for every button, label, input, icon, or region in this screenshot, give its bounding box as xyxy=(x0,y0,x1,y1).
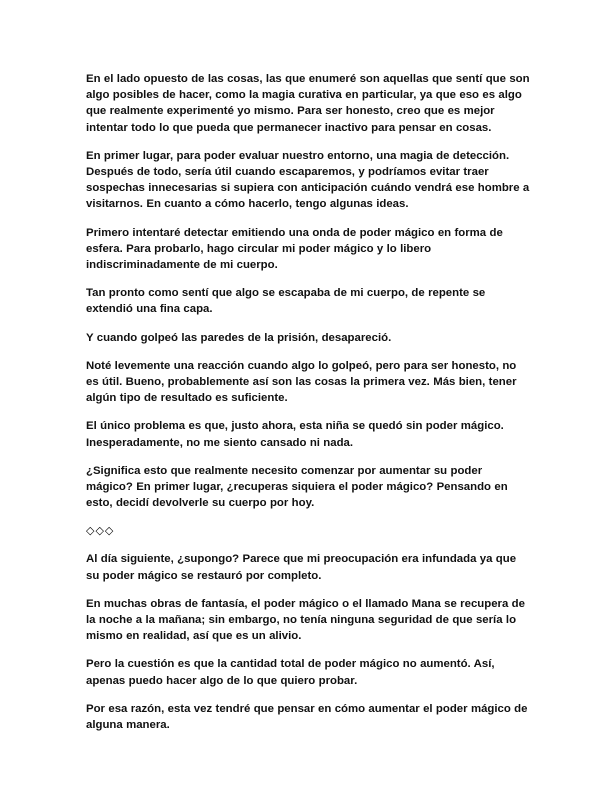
paragraph: Noté levemente una reacción cuando algo lo golpeó, pero para ser honesto, no es útil. Bueno, probablemente así son las cosas la primera vez. Más bien, tener algún tipo de resultado es suficiente. xyxy=(86,359,517,405)
paragraph: Y cuando golpeó las paredes de la prisión, desapareció. xyxy=(86,331,392,344)
paragraph: Al día siguiente, ¿supongo? Parece que mi preocupación era infundada ya que su poder mágico se restauró por completo. xyxy=(86,553,517,582)
paragraph: Por esa razón, esta vez tendré que pensar en cómo aumentar el poder mágico de alguna manera. xyxy=(86,702,528,732)
paragraph: Primero intentaré detectar emitiendo una onda de poder mágico en forma de esfera. Para probarlo, hago circular mi poder mágico y lo libero indiscriminadamente de mi cuerpo. xyxy=(86,226,503,272)
paragraph: En primer lugar, para poder evaluar nuestro entorno, una magia de detección. Después de todo, sería útil cuando escaparemos, y podríamos evitar traer sospechas innecesarias si supiera con anticipación cuándo vendrá ese hombre a visitarnos. En cuanto a cómo hacerlo, tengo algunas ideas. xyxy=(86,149,530,211)
paragraph: En muchas obras de fantasía, el poder mágico o el llamado Mana se recupera de la noche a la mañana; sin embargo, no tenía ninguna seguridad de que sería lo mismo en realidad, así que es un alivio. xyxy=(86,597,525,643)
paragraph: Tan pronto como sentí que algo se escapaba de mi cuerpo, de repente se extendió una fina capa. xyxy=(86,287,486,316)
paragraph: Pero la cuestión es que la cantidad total de poder mágico no aumentó. Así, apenas puedo hacer algo de lo que quiero probar. xyxy=(86,658,495,687)
paragraph: En el lado opuesto de las cosas, las que enumeré son aquellas que sentí que son algo posibles de hacer, como la magia curativa en particular, ya que eso es algo que realmente experimenté yo mismo. Para ser honesto, creo que es mejor intentar todo lo que pueda que permanecer inactivo para pensar en cosas. xyxy=(86,73,530,134)
paragraph: ¿Significa esto que realmente necesito comenzar por aumentar su poder mágico? En primer lugar, ¿recuperas siquiera el poder mágico? Pensando en esto, decidí devolverle su cuerpo por hoy. xyxy=(86,464,508,510)
scene-separator: ◇◇◇ xyxy=(86,525,115,538)
paragraph: El único problema es que, justo ahora, esta niña se quedó sin poder mágico. Inesperadamente, no me siento cansado ni nada. xyxy=(86,420,504,449)
